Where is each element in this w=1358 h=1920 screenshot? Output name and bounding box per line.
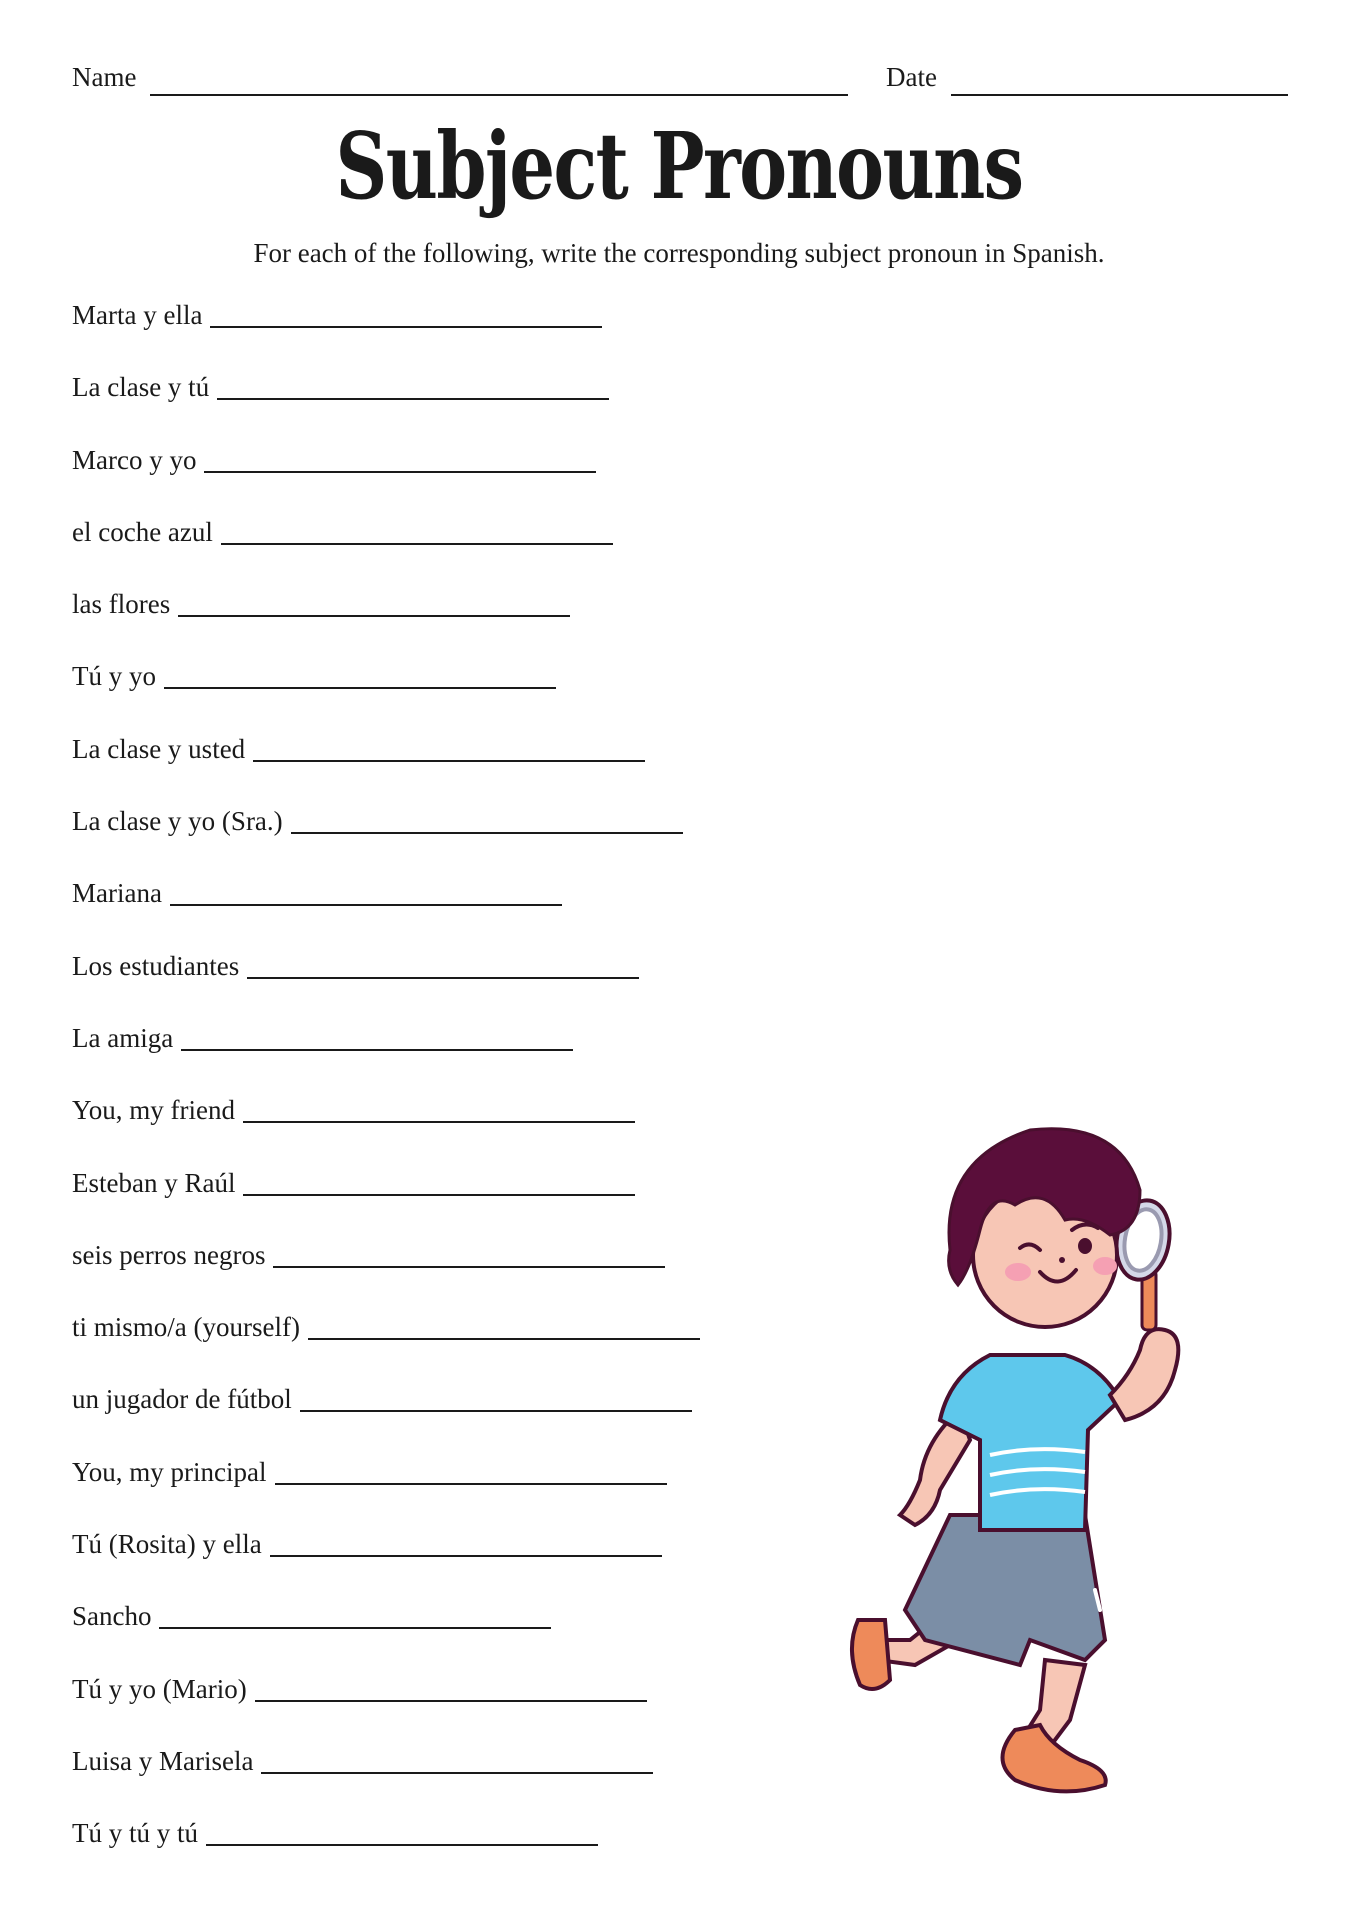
answer-blank[interactable] bbox=[300, 1380, 692, 1412]
list-item bbox=[72, 947, 772, 1019]
answer-blank[interactable] bbox=[178, 585, 570, 617]
list-item bbox=[72, 1742, 772, 1814]
item-label: Tú y yo (Mario) bbox=[72, 1673, 247, 1704]
answer-blank[interactable] bbox=[181, 1019, 573, 1051]
answer-blank[interactable] bbox=[275, 1453, 667, 1485]
answer-blank[interactable] bbox=[255, 1670, 647, 1702]
item-label: las flores bbox=[72, 589, 171, 620]
item-label: Tú (Rosita) y ella bbox=[72, 1529, 262, 1560]
item-label: Marta y ella bbox=[72, 300, 203, 330]
page-title: Subject Pronouns bbox=[335, 112, 1023, 220]
list-item bbox=[72, 1019, 772, 1091]
list-item bbox=[72, 1525, 772, 1597]
item-label: La clase y tú bbox=[72, 372, 210, 403]
answer-blank[interactable] bbox=[273, 1236, 665, 1268]
item-label: La amiga bbox=[72, 1022, 174, 1053]
answer-blank[interactable] bbox=[261, 1742, 653, 1774]
item-label: Mariana bbox=[72, 878, 162, 909]
item-label: Marco y yo bbox=[72, 444, 197, 475]
item-label: Tú y yo bbox=[72, 661, 156, 692]
exercise-list bbox=[72, 296, 772, 1887]
answer-blank[interactable] bbox=[221, 513, 613, 545]
item-label: Los estudiantes bbox=[72, 950, 240, 981]
answer-blank[interactable] bbox=[164, 657, 556, 689]
list-item bbox=[72, 1453, 772, 1525]
answer-blank[interactable] bbox=[210, 296, 602, 328]
answer-blank[interactable] bbox=[170, 874, 562, 906]
item-label: La clase y usted bbox=[72, 733, 246, 764]
item-label: ti mismo/a (yourself) bbox=[72, 1312, 300, 1343]
name-field[interactable] bbox=[150, 94, 848, 96]
answer-blank[interactable] bbox=[308, 1308, 700, 1340]
item-label: La clase y yo (Sra.) bbox=[72, 806, 283, 837]
list-item bbox=[72, 1236, 772, 1308]
item-label: Luisa y Marisela bbox=[72, 1745, 254, 1776]
list-item bbox=[72, 730, 772, 802]
item-label: seis perros negros bbox=[72, 1239, 266, 1270]
list-item bbox=[72, 513, 772, 585]
answer-blank[interactable] bbox=[159, 1597, 551, 1629]
answer-blank[interactable] bbox=[217, 368, 609, 400]
list-item bbox=[72, 657, 772, 729]
list-item bbox=[72, 441, 772, 513]
answer-blank[interactable] bbox=[291, 802, 683, 834]
list-item bbox=[72, 1164, 772, 1236]
list-item bbox=[72, 585, 772, 657]
item-label: Tú y tú y tú bbox=[72, 1818, 198, 1849]
name-label: Name bbox=[72, 62, 137, 92]
answer-blank[interactable] bbox=[270, 1525, 662, 1557]
list-item bbox=[72, 1308, 772, 1380]
item-label: Esteban y Raúl bbox=[72, 1167, 236, 1198]
list-item bbox=[72, 1670, 772, 1742]
date-label: Date bbox=[886, 62, 937, 92]
list-item bbox=[72, 802, 772, 874]
date-field[interactable] bbox=[951, 94, 1288, 96]
answer-blank[interactable] bbox=[206, 1814, 598, 1846]
list-item bbox=[72, 1091, 772, 1163]
list-item bbox=[72, 368, 772, 440]
list-item bbox=[72, 1597, 772, 1669]
item-label: You, my friend bbox=[72, 1095, 236, 1126]
list-item bbox=[72, 296, 772, 368]
item-label: el coche azul bbox=[72, 516, 213, 547]
answer-blank[interactable] bbox=[247, 947, 639, 979]
answer-blank[interactable] bbox=[243, 1091, 635, 1123]
answer-blank[interactable] bbox=[253, 730, 645, 762]
header bbox=[72, 62, 1288, 102]
answer-blank[interactable] bbox=[204, 441, 596, 473]
list-item bbox=[72, 1380, 772, 1452]
item-label: Sancho bbox=[72, 1601, 152, 1632]
item-label: un jugador de fútbol bbox=[72, 1384, 292, 1415]
answer-blank[interactable] bbox=[243, 1164, 635, 1196]
instructions: For each of the following, write the corresponding subject pronoun in Spanish. bbox=[253, 238, 1105, 268]
list-item bbox=[72, 874, 772, 946]
item-label: You, my principal bbox=[72, 1456, 267, 1487]
list-item bbox=[72, 1814, 772, 1886]
boy-with-magnifying-glass-icon bbox=[840, 1120, 1260, 1820]
